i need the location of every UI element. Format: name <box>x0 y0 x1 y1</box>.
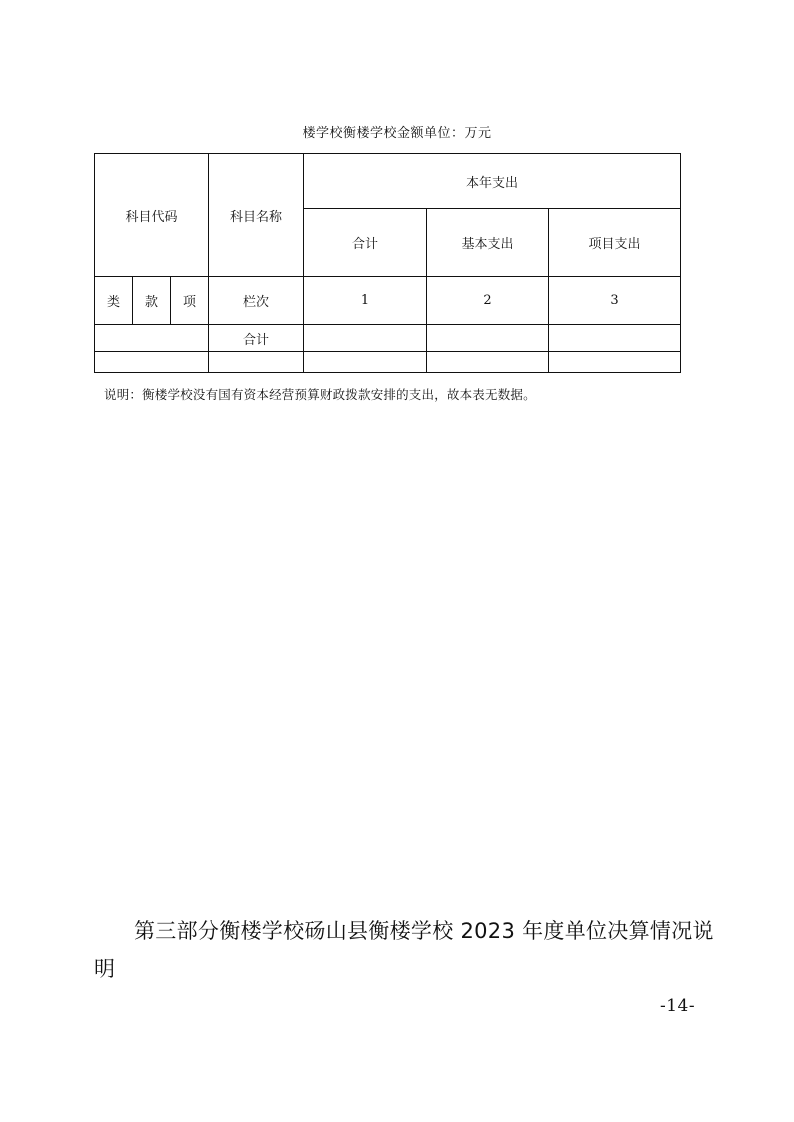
cell-category: 类 <box>95 277 133 325</box>
header-total: 合计 <box>304 209 427 277</box>
cell-total-project <box>549 325 681 352</box>
table-caption: 楼学校衡楼学校金额单位：万元 <box>302 126 492 141</box>
header-current-year-expense: 本年支出 <box>304 154 681 209</box>
table-row-total <box>95 325 681 352</box>
cell-total-sum <box>304 325 427 352</box>
cell-col3: 3 <box>549 277 681 325</box>
cell-column-label: 栏次 <box>209 277 304 325</box>
table-note: 说明：衡楼学校没有国有资本经营预算财政拨款安排的支出，故本表无数据。 <box>104 387 536 402</box>
header-project-expense: 项目支出 <box>549 209 681 277</box>
cell-total-label: 合计 <box>209 325 304 352</box>
cell-col2: 2 <box>427 277 549 325</box>
section-heading: 第三部分衡楼学校砀山县衡楼学校 2023 年度单位决算情况说明 <box>94 919 714 981</box>
cell-item: 项 <box>171 277 209 325</box>
table-row-index <box>95 277 681 325</box>
header-subject-code: 科目代码 <box>95 154 209 277</box>
cell-total-code <box>95 325 209 352</box>
cell-section: 款 <box>133 277 171 325</box>
cell-total-basic <box>427 325 549 352</box>
header-subject-name: 科目名称 <box>209 154 304 277</box>
cell-col1: 1 <box>304 277 427 325</box>
page-number: -14- <box>660 996 696 1016</box>
table-row-empty <box>95 352 681 373</box>
expense-table <box>94 153 681 373</box>
header-basic-expense: 基本支出 <box>427 209 549 277</box>
